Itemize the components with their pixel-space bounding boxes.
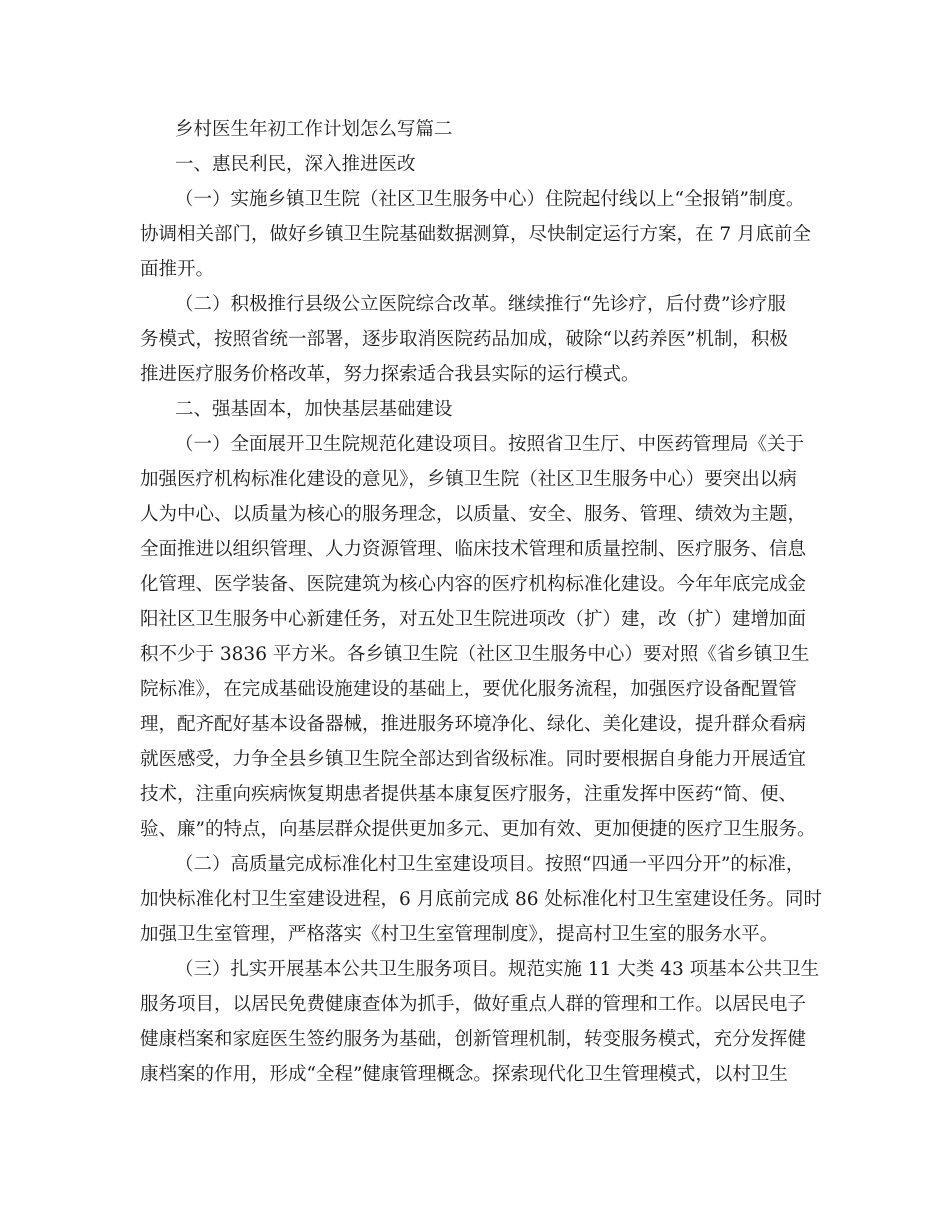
- paragraph-line: 院标准》，在完成基础设施建设的基础上，要优化服务流程，加强医疗设备配置管: [140, 679, 797, 700]
- paragraph-line: 协调相关部门，做好乡镇卫生院基础数据测算，尽快制定运行方案，在 7 月底前全: [140, 224, 812, 245]
- paragraph-line: （一）实施乡镇卫生院（社区卫生服务中心）住院起付线以上“全报销”制度。: [175, 189, 805, 210]
- paragraph-line: 加强卫生室管理，严格落实《村卫生室管理制度》，提高村卫生室的服务水平。: [140, 924, 779, 945]
- paragraph-line: 阳社区卫生服务中心新建任务，对五处卫生院进项改（扩）建，改（扩）建增加面: [140, 609, 807, 630]
- paragraph-line: 化管理、医学装备、医院建筑为核心内容的医疗机构标准化建设。今年年底完成金: [140, 574, 807, 595]
- paragraph-line: 理，配齐配好基本设备器械，推进服务环境净化、绿化、美化建设，提升群众看病: [140, 714, 807, 735]
- section-heading: 二、强基固本，加快基层基础建设: [175, 399, 453, 420]
- paragraph-line: 全面推进以组织管理、人力资源管理、临床技术管理和质量控制、医疗服务、信息: [140, 539, 807, 560]
- paragraph-line: 技术，注重向疾病恢复期患者提供基本康复医疗服务，注重发挥中医药“简、便、: [140, 784, 797, 805]
- paragraph-line: （二）高质量完成标准化村卫生室建设项目。按照“四通一平四分开”的标准，: [175, 854, 805, 875]
- paragraph-line: 推进医疗服务价格改革，努力探索适合我县实际的运行模式。: [140, 364, 640, 385]
- paragraph-line: 健康档案和家庭医生签约服务为基础，创新管理机制，转变服务模式，充分发挥健: [140, 1029, 807, 1050]
- paragraph-line: 积不少于 3836 平方米。各乡镇卫生院（社区卫生服务中心）要对照《省乡镇卫生: [140, 644, 810, 665]
- paragraph-line: （三）扎实开展基本公共卫生服务项目。规范实施 11 大类 43 项基本公共卫生: [175, 959, 820, 980]
- paragraph-line: 务模式，按照省统一部署，逐步取消医院药品加成，破除“以药养医”机制，积极: [140, 329, 788, 350]
- paragraph-line: 服务项目，以居民免费健康查体为抓手，做好重点人群的管理和工作。以居民电子: [140, 994, 807, 1015]
- paragraph-line: 就医感受，力争全县乡镇卫生院全部达到省级标准。同时要根据自身能力开展适宜: [140, 749, 807, 770]
- paragraph-line: 验、廉”的特点，向基层群众提供更加多元、更加有效、更加便捷的医疗卫生服务。: [140, 819, 816, 840]
- paragraph-line: 加强医疗机构标准化建设的意见》，乡镇卫生院（社区卫生服务中心）要突出以病: [140, 469, 797, 490]
- document-title: 乡村医生年初工作计划怎么写篇二: [175, 119, 453, 140]
- paragraph-line: 加快标准化村卫生室建设进程，6 月底前完成 86 处标准化村卫生室建设任务。同时: [140, 889, 822, 910]
- paragraph-line: （一）全面展开卫生院规范化建设项目。按照省卫生厅、中医药管理局《关于: [175, 434, 805, 455]
- section-heading: 一、惠民利民，深入推进医改: [175, 154, 416, 175]
- paragraph-line: （二）积极推行县级公立医院综合改革。继续推行“先诊疗，后付费”诊疗服: [175, 294, 786, 315]
- paragraph-line: 康档案的作用，形成“全程”健康管理概念。探索现代化卫生管理模式，以村卫生: [140, 1064, 788, 1085]
- paragraph-line: 面推开。: [140, 259, 215, 280]
- paragraph-line: 人为中心、以质量为核心的服务理念，以质量、安全、服务、管理、绩效为主题，: [140, 504, 807, 525]
